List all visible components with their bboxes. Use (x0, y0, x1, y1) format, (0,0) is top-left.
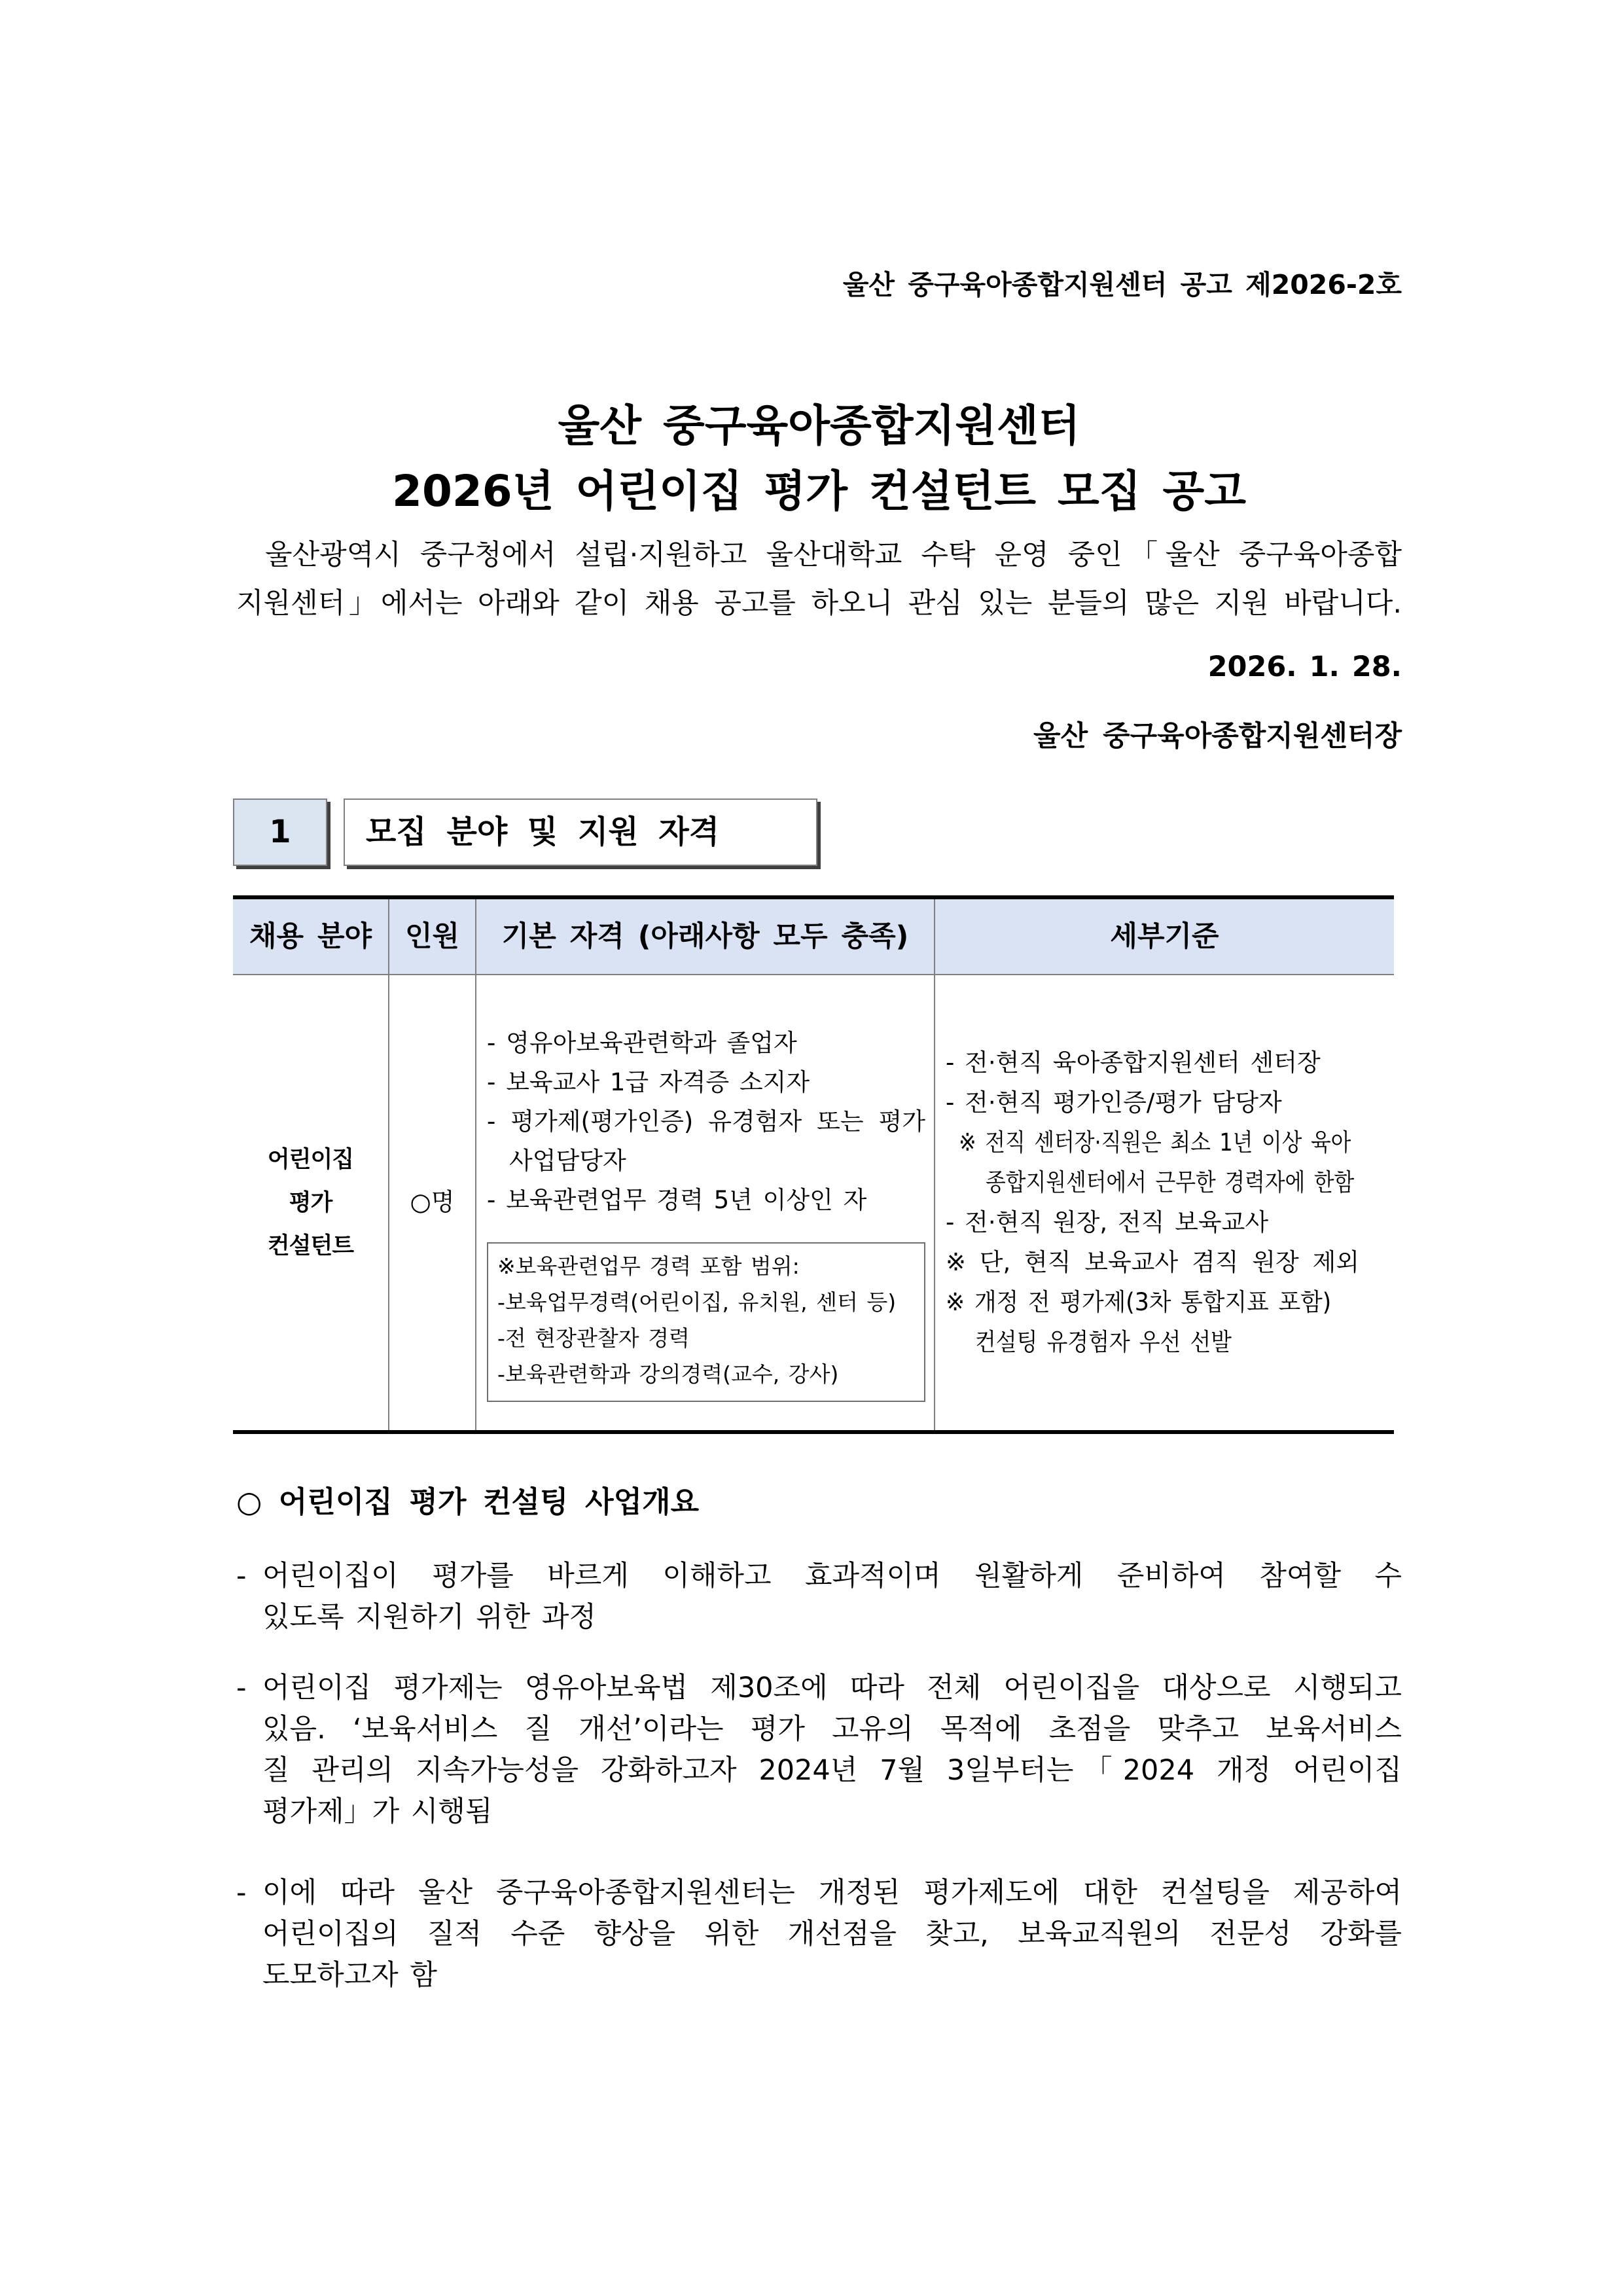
detail-line (946, 1122, 1385, 1162)
experience-scope-note-box (487, 1242, 925, 1402)
overview-line: 이에 따라 울산 중구육아종합지원센터는 개정된 평가제도에 대한 컨설팅을 제공하여 (262, 1876, 1402, 1909)
header-cell-basic-qualification: 기본 자격 (아래사항 모두 충족) (501, 920, 909, 953)
overview-line: 도모하고자 함 (262, 1959, 437, 1992)
detail-line-text: ※ 개정 전 평가제(3차 통합지표 포함) (946, 1288, 1332, 1316)
basic-line: - 영유아보육관련학과 졸업자 (487, 1029, 797, 1057)
bullet-dash: - (236, 1876, 247, 1909)
cell-field (233, 1138, 388, 1268)
header-cell-detailed-criteria: 세부기준 (1110, 920, 1219, 953)
basic-line: - 평가제(평가인증) 유경험자 또는 평가 (487, 1107, 925, 1136)
cell-headcount: ○명 (410, 1188, 455, 1216)
notice-number: 울산 중구육아종합지원센터 공고 제2026-2호 (842, 269, 1402, 300)
column-divider (475, 899, 476, 1430)
overview-line: 있음. ‘보육서비스 질 개선’이라는 평가 고유의 목적에 초점을 맞추고 보육서비스 (262, 1713, 1402, 1746)
detail-line (946, 1162, 1385, 1202)
requirements-table (233, 895, 1394, 1434)
issuer-name: 울산 중구육아종합지원센터장 (1033, 720, 1402, 753)
header-cell-headcount: 인원 (404, 920, 460, 953)
field-line: 평가 (289, 1190, 332, 1216)
overview-line: 어린이집이 평가를 바르게 이해하고 효과적이며 원활하게 준비하여 참여할 수 (262, 1560, 1402, 1592)
note-line: -보육업무경력(어린이집, 유치원, 센터 등) (497, 1289, 897, 1315)
detail-line-text: 종합지원센터에서 근무한 경력자에 한함 (986, 1168, 1355, 1196)
overview-heading: ○ 어린이집 평가 컨설팅 사업개요 (236, 1484, 700, 1519)
title-line-1: 울산 중구육아종합지원센터 (558, 401, 1080, 451)
intro-line: 지원센터」에서는 아래와 같이 채용 공고를 하오니 관심 있는 분들의 많은 지원 바랍니다. (236, 587, 1402, 620)
overview-item-text (262, 1873, 1402, 1996)
detail-line-text: 컨설팅 유경험자 우선 선발 (975, 1328, 1232, 1356)
cell-basic-qualification (487, 1024, 925, 1220)
bullet-dash: - (236, 1560, 247, 1592)
overview-line: 어린이집의 질적 수준 향상을 위한 개선점을 찾고, 보육교직원의 전문성 강화를 (262, 1918, 1402, 1950)
field-line: 컨설턴트 (267, 1233, 354, 1259)
cell-detailed-criteria (946, 1043, 1385, 1362)
column-divider (388, 899, 389, 1430)
detail-line (946, 1322, 1385, 1362)
detail-line: - 전·현직 원장, 전직 보육교사 (946, 1208, 1269, 1236)
overview-line: 평가제」가 시행됨 (262, 1795, 493, 1828)
detail-line (946, 1282, 1385, 1322)
overview-item (236, 1556, 1402, 1638)
table-bottom-rule (233, 1430, 1394, 1434)
detail-line: - 전·현직 평가인증/평가 담당자 (946, 1088, 1282, 1117)
bullet-dash: - (236, 1672, 247, 1704)
overview-line: 어린이집 평가제는 영유아보육법 제30조에 따라 전체 어린이집을 대상으로 시행되고 (262, 1672, 1402, 1704)
column-divider (934, 899, 935, 1430)
field-line: 어린이집 (267, 1147, 354, 1173)
intro-line: 울산광역시 중구청에서 설립·지원하고 울산대학교 수탁 운영 중인「울산 중구육아종합 (265, 539, 1402, 571)
overview-item-text (262, 1668, 1402, 1833)
header-cell-field: 채용 분야 (249, 920, 372, 953)
overview-line: 있도록 지원하기 위한 과정 (262, 1601, 596, 1634)
section-title-box: 모집 분야 및 지원 자격 (344, 798, 817, 866)
basic-line: - 보육관련업무 경력 5년 이상인 자 (487, 1186, 867, 1214)
detail-line: - 전·현직 육아종합지원센터 센터장 (946, 1049, 1321, 1077)
overview-line: 질 관리의 지속가능성을 강화하고자 2024년 7월 3일부터는「2024 개정 어린이집 (262, 1754, 1402, 1787)
overview-item (236, 1668, 1402, 1833)
note-line: -보육관련학과 강의경력(교수, 강사) (497, 1361, 839, 1387)
intro-paragraph (236, 531, 1402, 628)
detail-line-text: ※ 전직 센터장·직원은 최소 1년 이상 육아 (959, 1128, 1351, 1157)
section-number-box: 1 (233, 798, 327, 866)
table-header-divider (233, 974, 1394, 975)
overview-item (236, 1873, 1402, 1996)
notice-date: 2026. 1. 28. (1207, 651, 1402, 683)
overview-item-text (262, 1556, 1402, 1638)
note-line: -전 현장관찰자 경력 (497, 1325, 690, 1351)
note-line: ※보육관련업무 경력 포함 범위: (497, 1253, 800, 1279)
title-line-2: 2026년 어린이집 평가 컨설턴트 모집 공고 (392, 466, 1246, 516)
detail-line: ※ 단, 현직 보육교사 겸직 원장 제외 (946, 1248, 1359, 1276)
basic-line: - 보육교사 1급 자격증 소지자 (487, 1068, 810, 1096)
basic-line: 사업담당자 (509, 1147, 626, 1175)
